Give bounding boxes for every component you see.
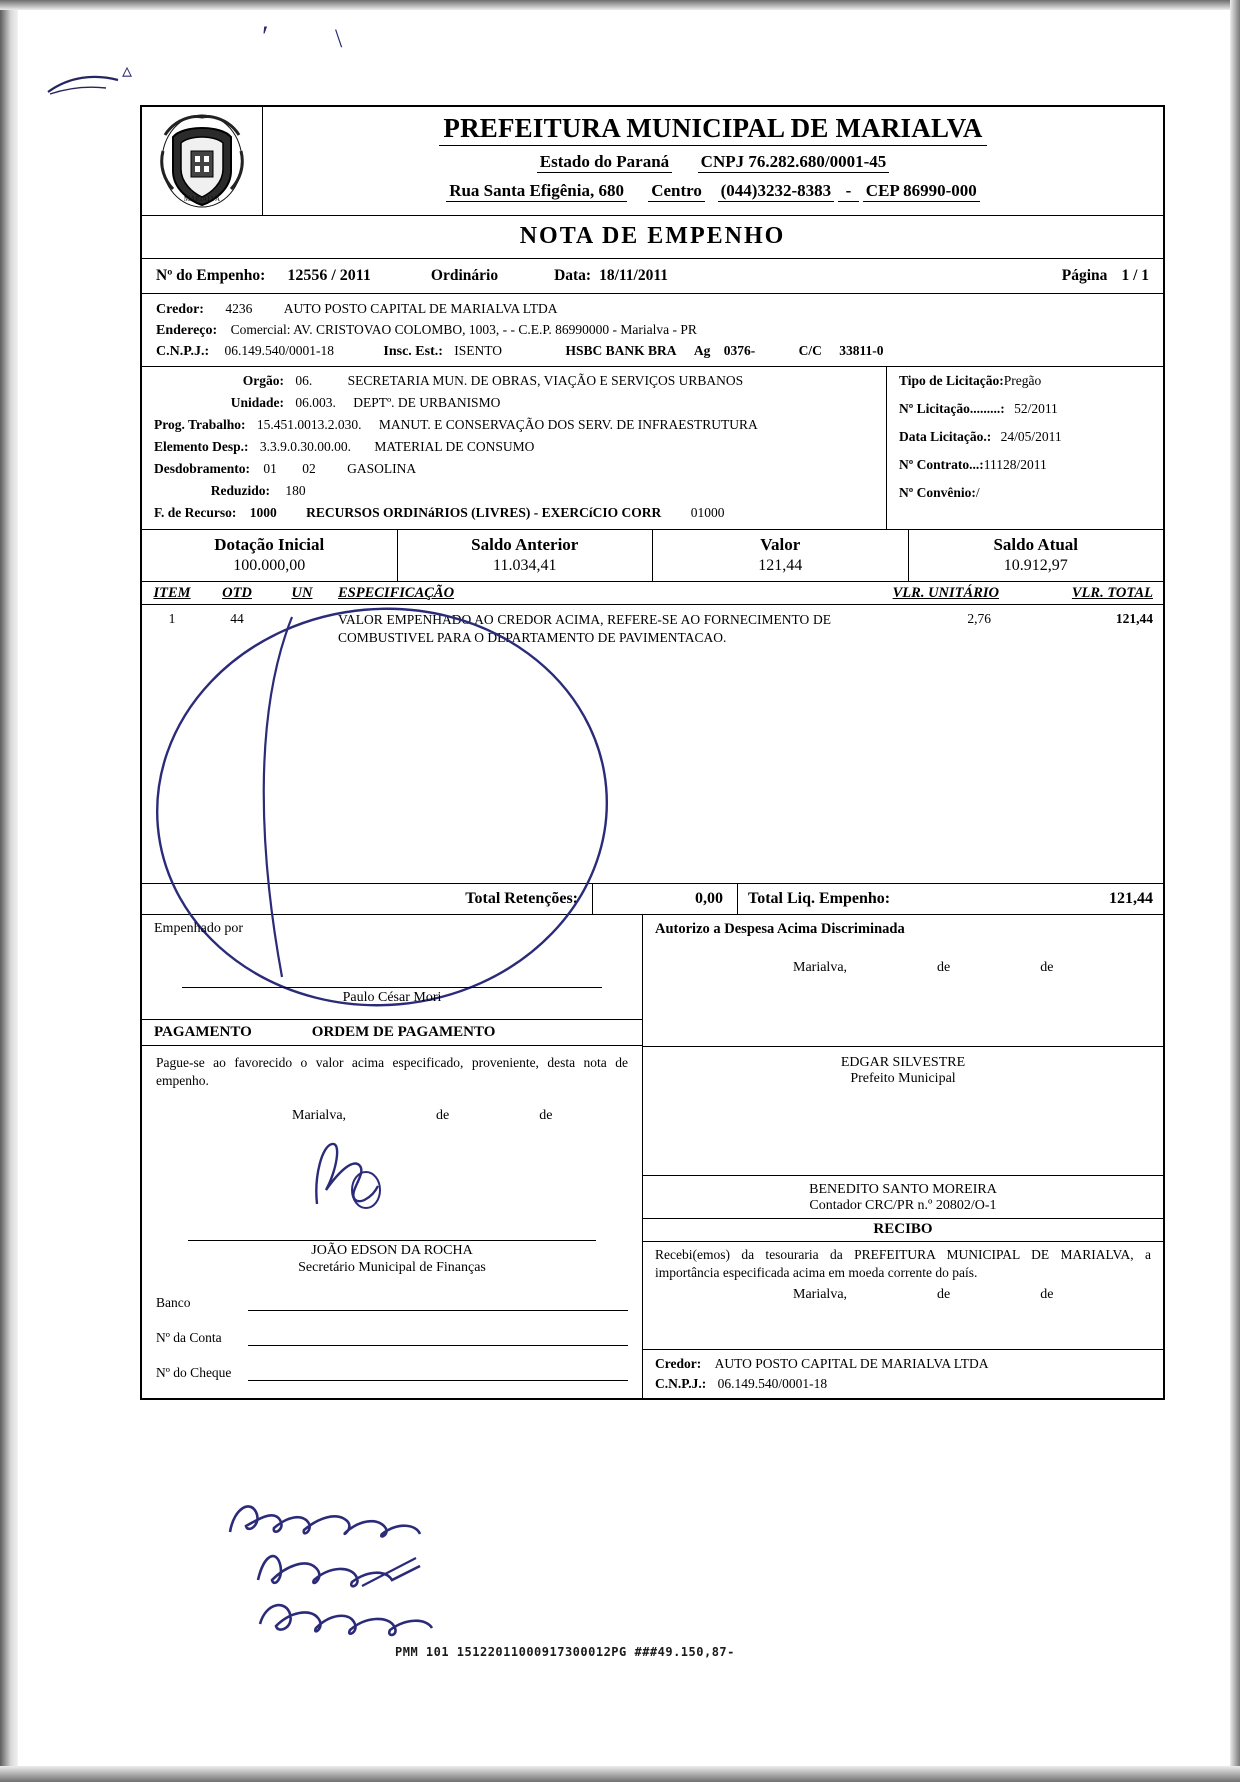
elemento-despesa-label: Elemento Desp.: [154, 439, 249, 454]
numero-convenio-row [899, 485, 1155, 501]
saldo-value: 121,44 [758, 557, 803, 574]
banco-field-row [156, 1294, 628, 1311]
prog-trabalho-label: Prog. Trabalho: [154, 417, 246, 432]
endereco-row [156, 322, 1149, 339]
stray-pen-mark-2: \ [335, 24, 343, 53]
page-label: Página [1061, 267, 1108, 284]
desdobramento-code-1: 01 [263, 461, 277, 476]
cell-especificacao: VALOR EMPENHADO AO CREDOR ACIMA, REFERE-SE AO FORNECIMENTO DE COMBUSTIVEL PARA O DEPARTAMENTO DE PAVIMENTACAO. [338, 612, 831, 645]
header-text-block [263, 107, 1163, 215]
empenhado-por-label: Empenhado por [154, 921, 244, 936]
recibo-text: Recebi(emos) da tesouraria da PREFEITURA MUNICIPAL DE MARIALVA, a importância especificada acima em moeda corrente do país. [643, 1241, 1163, 1281]
empenho-date-label: Data: [554, 267, 592, 284]
empenho-number-value: 12556 / 2011 [287, 267, 371, 284]
scan-edge-right [1230, 0, 1240, 1782]
recibo-cnpj-row [655, 1376, 1163, 1392]
saldo-title: Saldo Atual [993, 535, 1079, 554]
items-table-header [142, 582, 1163, 605]
address-text: Rua Santa Efigênia, 680 [446, 181, 627, 202]
totals-row [142, 884, 1163, 915]
reduzido-value: 180 [285, 483, 306, 498]
cheque-label: Nº do Cheque [156, 1365, 232, 1381]
district-text: Centro [648, 181, 705, 202]
banco-input-line[interactable] [248, 1294, 628, 1311]
cnpj-row [156, 343, 1149, 360]
orgao-row [154, 373, 876, 389]
elemento-despesa-code: 3.3.9.0.30.00.00. [259, 439, 351, 454]
prog-trabalho-name: MANUT. E CONSERVAÇÃO DOS SERV. DE INFRAESTRUTURA [378, 417, 758, 432]
recibo-de-1: de [937, 1287, 951, 1303]
secretario-signature-area [142, 1124, 642, 1240]
col-header-item: ITEM [153, 585, 191, 601]
numero-convenio-label: Nº Convênio: [899, 485, 976, 500]
secretario-name: JOÃO EDSON DA ROCHA [311, 1243, 473, 1259]
recibo-de-2: de [1040, 1287, 1054, 1303]
credor-name: AUTO POSTO CAPITAL DE MARIALVA LTDA [283, 301, 558, 316]
saldo-cell-saldo-atual [909, 530, 1164, 581]
orgao-code: 06. [295, 373, 313, 388]
recibo-credor-box [643, 1349, 1163, 1398]
header-address-line: Rua Santa Efigênia, 680 Centro (044)3232-8383 - CEP 86990-000 [263, 181, 1163, 201]
col-header-un: UN [291, 585, 313, 601]
credor-cnpj-value: 06.149.540/0001-18 [224, 343, 335, 358]
numero-contrato-row [899, 457, 1155, 473]
cell-vlr-unitario: 2,76 [967, 611, 991, 626]
conta-input-line[interactable] [248, 1329, 628, 1346]
empenhado-por-box [142, 915, 642, 1019]
pagamento-text: Pague-se ao favorecido o valor acima especificado, proveniente, desta nota de empenho. [156, 1055, 628, 1089]
saldo-title: Dotação Inicial [214, 535, 325, 554]
cell-otd: 44 [230, 611, 244, 626]
desdobramento-label: Desdobramento: [154, 461, 250, 476]
autorizo-de-1: de [937, 960, 951, 975]
stray-pen-mark-3: ▵ [122, 60, 133, 82]
conta-label: Nº da Conta [156, 1330, 222, 1346]
recibo-cnpj-label: C.N.P.J.: [655, 1376, 707, 1392]
elemento-despesa-name: MATERIAL DE CONSUMO [374, 439, 535, 454]
city-hall-title: PREFEITURA MUNICIPAL DE MARIALVA [439, 113, 986, 146]
recibo-credor-row [655, 1356, 1163, 1372]
recibo-title: RECIBO [643, 1218, 1163, 1241]
items-table-body [142, 605, 1163, 884]
page-value: 1 / 1 [1121, 267, 1149, 284]
prefeito-title: Prefeito Municipal [850, 1071, 956, 1086]
tipo-licitacao-row [899, 373, 1155, 389]
insc-est-label: Insc. Est.: [383, 344, 443, 359]
empenho-type: Ordinário [430, 267, 499, 284]
empenho-summary-row [142, 259, 1163, 294]
credor-label: Credor: [156, 302, 204, 317]
recibo-city: Marialva, [793, 1287, 848, 1303]
numero-licitacao-label: Nº Licitação.........: [899, 401, 1005, 416]
pagamento-label: PAGAMENTO [154, 1024, 252, 1040]
orgao-label: Orgão: [242, 373, 284, 388]
handwritten-cheque-value [250, 1588, 470, 1644]
credor-row [156, 301, 1149, 318]
saldo-cell-saldo-anterior [398, 530, 654, 581]
cheque-input-line[interactable] [248, 1364, 628, 1381]
credor-cnpj-label: C.N.P.J.: [156, 344, 210, 359]
saldo-value: 11.034,41 [493, 557, 557, 574]
tipo-licitacao-value: Pregão [1003, 373, 1042, 388]
saldos-row [142, 530, 1163, 582]
fonte-recurso-extra: 01000 [690, 505, 725, 520]
reduzido-label: Reduzido: [210, 483, 270, 498]
classificacao-licitacao-block [142, 367, 1163, 530]
unidade-code: 06.003. [295, 395, 336, 410]
recibo-cnpj-value: 06.149.540/0001-18 [717, 1376, 828, 1392]
pagamento-de-2: de [539, 1108, 553, 1124]
cep-text: CEP 86990-000 [863, 181, 980, 202]
cell-vlr-total: 121,44 [1115, 611, 1153, 626]
numero-contrato-value: 11128/2011 [983, 457, 1047, 472]
secretario-title: Secretário Municipal de Finanças [298, 1260, 486, 1276]
prefeito-name: EDGAR SILVESTRE [840, 1055, 966, 1070]
city-coat-of-arms-icon [159, 111, 245, 211]
empenho-date-value: 18/11/2011 [599, 267, 669, 284]
data-licitacao-row [899, 429, 1155, 445]
insc-est-value: ISENTO [454, 343, 503, 358]
numero-convenio-value: / [975, 485, 980, 500]
cnpj-label: CNPJ 76.282.680/0001-45 [698, 152, 890, 173]
fonte-recurso-label: F. de Recurso: [154, 505, 237, 520]
banco-fields-area [142, 1294, 642, 1389]
handwritten-signature-secretario [292, 1132, 472, 1218]
data-licitacao-label: Data Licitação.: [899, 429, 992, 444]
left-signature-column [142, 915, 643, 1398]
crest-cell [142, 107, 263, 215]
numero-licitacao-value: 52/2011 [1014, 401, 1058, 416]
fonte-recurso-row [154, 505, 876, 521]
saldo-cell-dotacao-inicial [142, 530, 398, 581]
agencia-value: 0376- [723, 343, 756, 358]
desdobramento-row [154, 461, 876, 477]
saldo-value: 100.000,00 [233, 557, 306, 574]
prefeito-box [643, 1046, 1163, 1097]
total-liquido-value: 121,44 [1109, 890, 1153, 907]
contador-name: BENEDITO SANTO MOREIRA [809, 1182, 997, 1197]
credor-code: 4236 [225, 301, 253, 316]
recibo-city-date-line [643, 1281, 1163, 1349]
saldo-cell-valor [653, 530, 909, 581]
prog-trabalho-code: 15.451.0013.2.030. [256, 417, 362, 432]
pagamento-header [142, 1019, 642, 1046]
classificacao-column [142, 367, 887, 529]
unidade-label: Unidade: [230, 395, 284, 410]
total-retencoes-label: Total Retenções: [465, 890, 578, 907]
orgao-name: SECRETARIA MUN. DE OBRAS, VIAÇÃO E SERVIÇOS URBANOS [347, 373, 744, 388]
reduzido-row [154, 483, 876, 499]
fonte-recurso-code: 1000 [249, 505, 277, 520]
pagamento-de-1: de [436, 1108, 450, 1124]
recibo-credor-value: AUTO POSTO CAPITAL DE MARIALVA LTDA [714, 1356, 989, 1372]
table-row [142, 605, 1163, 647]
recibo-credor-label: Credor: [655, 1356, 702, 1372]
conta-corrente-label: C/C [798, 343, 822, 358]
scan-edge-top [0, 0, 1240, 10]
saldo-title: Saldo Anterior [471, 535, 579, 554]
ordem-pagamento-label: ORDEM DE PAGAMENTO [311, 1024, 496, 1040]
saldo-value: 10.912,97 [1003, 557, 1068, 574]
bank-name: HSBC BANK BRA [565, 343, 677, 358]
empenhado-por-name: Paulo César Mori [342, 990, 442, 1005]
document-title: NOTA DE EMPENHO [142, 216, 1163, 259]
conta-corrente-value: 33811-0 [839, 343, 884, 358]
unidade-name: DEPTº. DE URBANISMO [353, 395, 501, 410]
data-licitacao-value: 24/05/2011 [1000, 429, 1062, 444]
autorizo-de-2: de [1040, 960, 1054, 975]
empenho-number-label: Nº do Empenho: [156, 267, 266, 284]
desdobramento-name: GASOLINA [347, 461, 417, 476]
numero-licitacao-row [899, 401, 1155, 417]
pagamento-city-date-line [142, 1090, 642, 1124]
prog-trabalho-row [154, 417, 876, 433]
col-header-otd: OTD [222, 585, 252, 601]
elemento-despesa-row [154, 439, 876, 455]
document-header [142, 107, 1163, 216]
stray-pen-mark-1: ′ [262, 20, 269, 53]
contador-box [643, 1175, 1163, 1218]
conta-field-row [156, 1329, 628, 1346]
col-header-especificacao: ESPECIFICAÇÃO [338, 585, 455, 601]
state-label: Estado do Paraná [537, 152, 672, 173]
autorizo-city-date-line [643, 938, 1163, 1010]
fonte-recurso-name: RECURSOS ORDINáRIOS (LIVRES) - EXERCíCIO CORR [306, 505, 662, 520]
cheque-field-row [156, 1364, 628, 1381]
autorizo-label: Autorizo a Despesa Acima Discriminada [655, 921, 905, 937]
credor-block [142, 294, 1163, 367]
contador-title: Contador CRC/PR n.º 20802/O-1 [809, 1198, 997, 1213]
phone-text: (044)3232-8383 [718, 181, 834, 202]
desdobramento-code-2: 02 [302, 461, 316, 476]
scan-edge-bottom [0, 1766, 1240, 1782]
cell-item: 1 [168, 611, 176, 626]
header-state-cnpj-line [263, 152, 1163, 172]
stray-pen-mark-corner [40, 50, 160, 110]
pagamento-city: Marialva, [292, 1108, 347, 1124]
saldo-title: Valor [760, 535, 801, 554]
agencia-label: Ag [693, 343, 711, 358]
col-header-vlr-total: VLR. TOTAL [1071, 585, 1153, 601]
total-liquido-label: Total Liq. Empenho: [748, 890, 891, 907]
tipo-licitacao-label: Tipo de Licitação: [899, 373, 1004, 388]
endereco-value: Comercial: AV. CRISTOVAO COLOMBO, 1003, - - C.E.P. 86990000 - Marialva - PR [230, 322, 697, 337]
nota-de-empenho-form [140, 105, 1165, 1400]
endereco-label: Endereço: [156, 323, 218, 338]
scan-edge-left [0, 0, 18, 1782]
autorizo-city: Marialva, [793, 960, 848, 975]
unidade-row [154, 395, 876, 411]
svg-text:MARIALVA: MARIALVA [183, 195, 221, 203]
numero-contrato-label: Nº Contrato...: [899, 457, 984, 472]
cell-un [272, 611, 332, 647]
total-retencoes-value: 0,00 [592, 884, 738, 914]
right-signature-column [643, 915, 1163, 1398]
licitacao-column [887, 367, 1163, 529]
footer-machine-code: PMM 101 15122011000917300012PG ###49.150,87- [395, 1645, 735, 1659]
col-header-vlr-unitario: VLR. UNITÁRIO [892, 585, 999, 601]
banco-label: Banco [156, 1295, 191, 1311]
signatures-section [142, 915, 1163, 1398]
